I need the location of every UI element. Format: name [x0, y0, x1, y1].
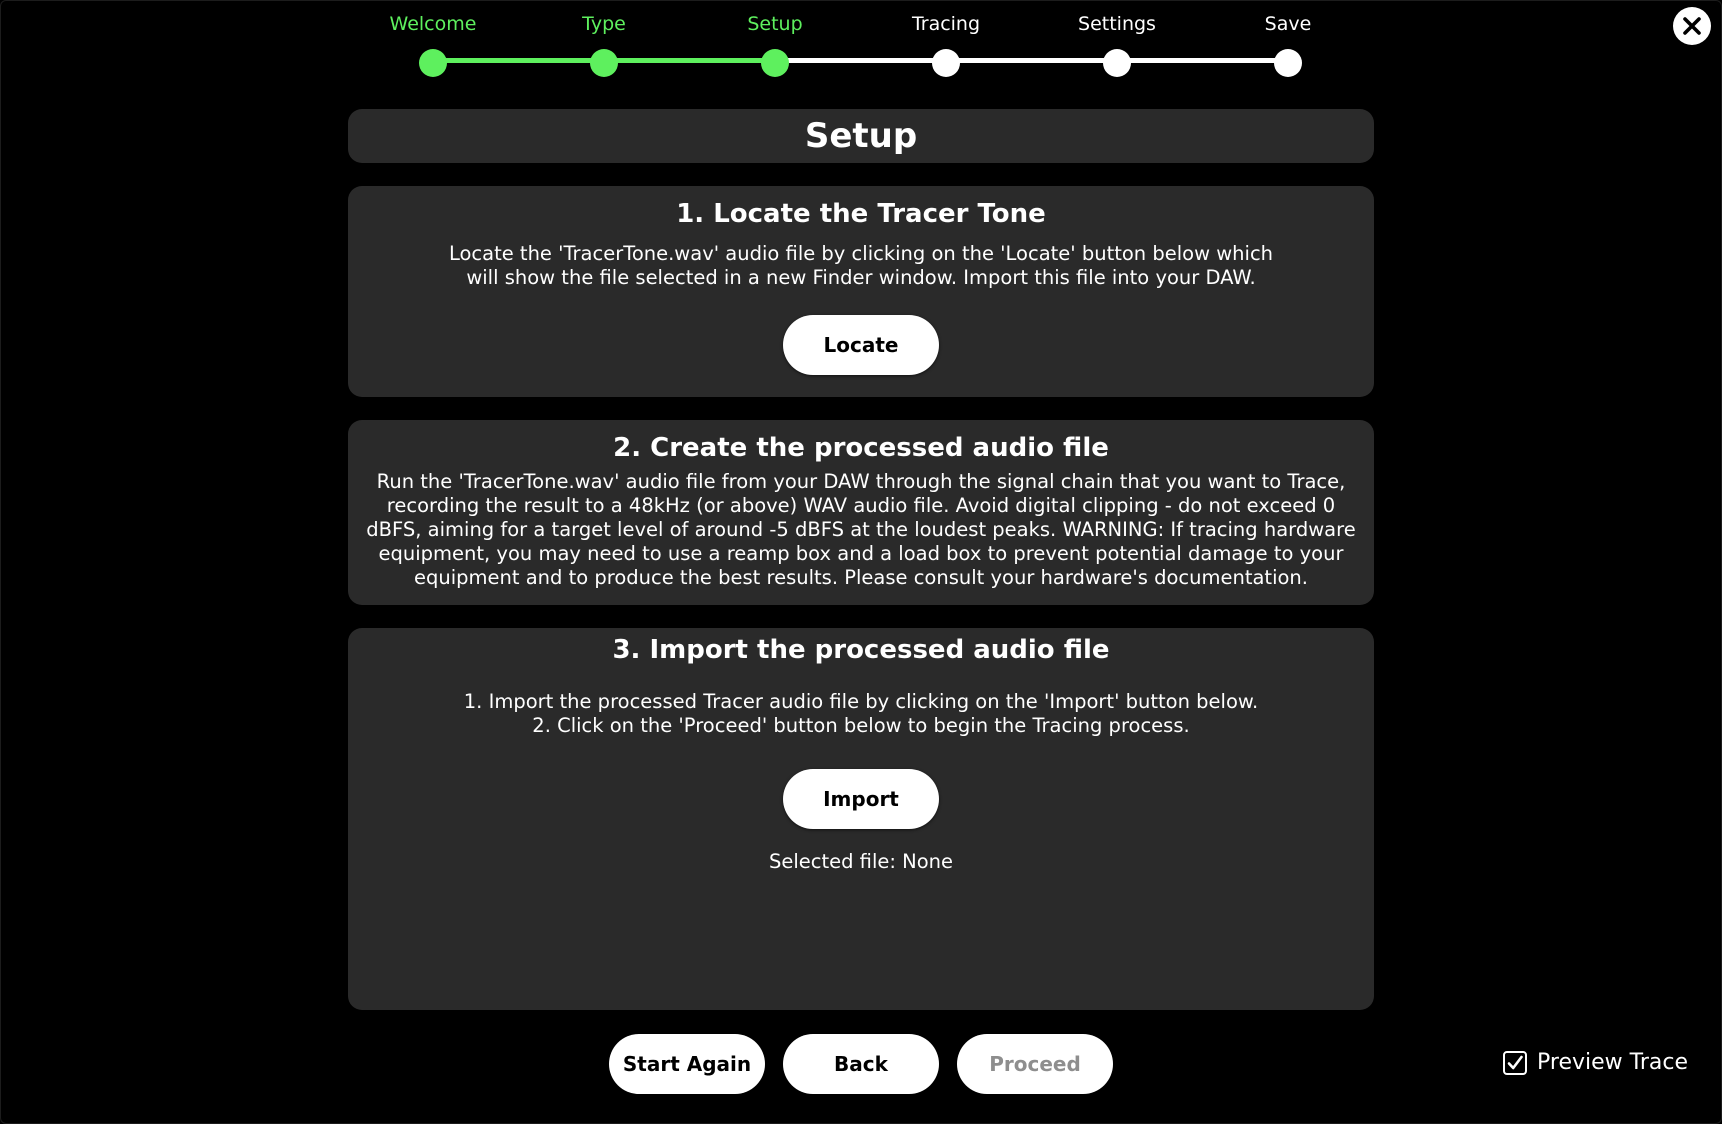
step-type[interactable] [524, 0, 684, 77]
progress-stepper [0, 0, 1722, 90]
section-create [348, 420, 1374, 605]
step-label: Save [1264, 13, 1312, 35]
close-button[interactable] [1673, 7, 1711, 45]
section-title: 3. Import the processed audio file [612, 635, 1110, 665]
text-line: 2. Click on the 'Proceed' button below to begin the Tracing process. [532, 714, 1190, 737]
step-welcome[interactable] [353, 0, 513, 77]
text-line: equipment and to produce the best results. Please consult your hardware's documentation. [413, 566, 1308, 589]
back-button[interactable]: Back [783, 1034, 939, 1094]
preview-trace-checkbox[interactable] [1503, 1051, 1527, 1075]
locate-button[interactable]: Locate [783, 315, 939, 375]
section-locate [348, 186, 1374, 397]
step-dot-current [761, 49, 789, 77]
section-description [348, 470, 1374, 590]
start-again-button[interactable]: Start Again [609, 1034, 765, 1094]
text-line: equipment, you may need to use a reamp box and a load box to prevent potential damage to your [378, 542, 1344, 565]
step-dot-done [590, 49, 618, 77]
step-dot-done [419, 49, 447, 77]
text-line: dBFS, aiming for a target level of around -5 dBFS at the loudest peaks. WARNING: If tracing hardware [366, 518, 1356, 541]
text-line: Locate the 'TracerTone.wav' audio file by clicking on the 'Locate' button below which [448, 242, 1274, 265]
text-line: 1. Import the processed Tracer audio file by clicking on the 'Import' button below. [463, 690, 1259, 713]
step-dot-pending [932, 49, 960, 77]
section-import [348, 628, 1374, 1010]
step-label: Settings [1078, 13, 1156, 35]
preview-trace-label: Preview Trace [1537, 1050, 1688, 1075]
step-label: Welcome [389, 13, 477, 35]
proceed-button[interactable]: Proceed [957, 1034, 1113, 1094]
step-save[interactable] [1208, 0, 1368, 77]
section-description [408, 242, 1314, 290]
step-setup[interactable] [695, 0, 855, 77]
text-line: Run the 'TracerTone.wav' audio file from your DAW through the signal chain that you want to Trace, [376, 470, 1346, 493]
page-title: Setup [804, 116, 918, 156]
preview-trace-toggle[interactable] [1503, 1050, 1688, 1076]
selected-file-label: Selected file: None [768, 850, 954, 873]
import-button[interactable]: Import [783, 769, 939, 829]
step-settings[interactable] [1037, 0, 1197, 77]
step-dot-pending [1274, 49, 1302, 77]
text-line: will show the file selected in a new Finder window. Import this file into your DAW. [466, 266, 1256, 289]
close-icon [1681, 15, 1703, 37]
text-line: recording the result to a 48kHz (or above) WAV audio file. Avoid digital clipping - do not exceed 0 [386, 494, 1336, 517]
step-dot-pending [1103, 49, 1131, 77]
step-label: Setup [747, 13, 803, 35]
step-tracing[interactable] [866, 0, 1026, 77]
checkmark-icon [1506, 1054, 1524, 1072]
step-label: Type [582, 13, 626, 35]
title-panel [348, 109, 1374, 163]
section-description [348, 690, 1374, 738]
section-title: 2. Create the processed audio file [613, 433, 1109, 463]
section-title: 1. Locate the Tracer Tone [676, 199, 1046, 229]
step-label: Tracing [911, 13, 981, 35]
